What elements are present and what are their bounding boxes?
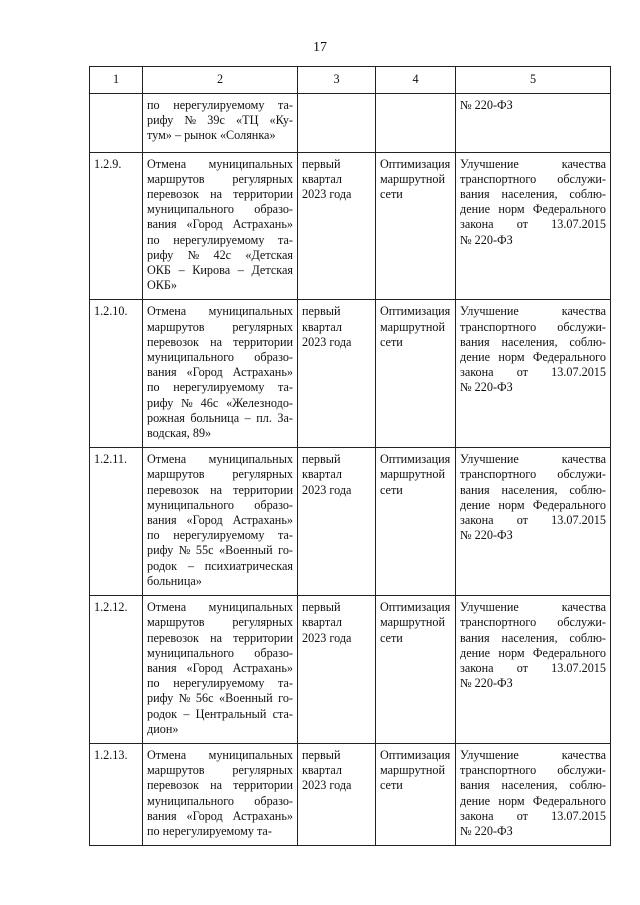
cell-text-line: дение норм Федерального: [460, 350, 606, 365]
cell-text-line: дион»: [147, 721, 179, 736]
table-row: [90, 448, 611, 596]
cell-text-line: рифу № 56с «Военный го-: [147, 691, 293, 706]
goal-cell: [376, 743, 456, 845]
num-cell: 1.2.13.: [90, 743, 143, 845]
cell-text-line: квартал: [302, 319, 342, 334]
cell-text-line: вания «Город Астрахань»: [147, 660, 293, 675]
cell-text-line: 2023 года: [302, 630, 352, 645]
cell-text-line: по нерегулируемому та-: [147, 823, 272, 838]
goal-cell: [376, 596, 456, 744]
cell-text-line: первый: [302, 304, 341, 319]
cell-text-line: по нерегулируемому та-: [147, 676, 293, 691]
cell-text-line: Улучшение качества: [460, 452, 606, 467]
cell-text-line: перевозок на территории: [147, 778, 293, 793]
table-row: [90, 300, 611, 448]
cell-text-line: вания населения, соблю-: [460, 334, 606, 349]
cell-text-line: маршрутов регулярных: [147, 615, 293, 630]
cell-text-line: маршрутной: [380, 319, 446, 334]
header-cell-1: 1: [90, 67, 143, 94]
num-cell: 1.2.10.: [90, 300, 143, 448]
cell-text-line: квартал: [302, 763, 342, 778]
cell-text-line: Оптимизация: [380, 156, 451, 171]
num-cell: [90, 94, 143, 153]
period-cell: [298, 152, 376, 300]
desc-cell: [143, 743, 298, 845]
cell-text-line: ОКБ»: [147, 278, 178, 293]
result-cell: [456, 596, 611, 744]
cell-text-line: транспортного обслужи-: [460, 615, 606, 630]
cell-text-line: транспортного обслужи-: [460, 171, 606, 186]
cell-text-line: № 220-ФЗ: [460, 823, 513, 838]
cell-text-line: тум» – рынок «Солянка»: [147, 128, 276, 143]
header-cell-2: 2: [143, 67, 298, 94]
desc-cell: [143, 300, 298, 448]
cell-text-line: квартал: [302, 467, 342, 482]
header-cell-3: 3: [298, 67, 376, 94]
cell-text-line: закона от 13.07.2015: [460, 808, 606, 823]
result-cell: [456, 448, 611, 596]
cell-text-line: маршрутов регулярных: [147, 171, 293, 186]
result-cell: [456, 94, 611, 153]
measures-table: [89, 66, 611, 846]
period-cell: [298, 300, 376, 448]
cell-text-line: Отмена муниципальных: [147, 156, 293, 171]
cell-text-line: первый: [302, 156, 341, 171]
cell-text-line: первый: [302, 452, 341, 467]
result-cell: [456, 152, 611, 300]
result-cell: [456, 743, 611, 845]
cell-text-line: маршрутов регулярных: [147, 467, 293, 482]
cell-text-line: транспортного обслужи-: [460, 763, 606, 778]
cell-text-line: больница»: [147, 573, 202, 588]
cell-text-line: маршрутной: [380, 171, 446, 186]
goal-cell: [376, 300, 456, 448]
cell-text-line: сети: [380, 482, 403, 497]
cell-text-line: сети: [380, 630, 403, 645]
header-cell-5: 5: [456, 67, 611, 94]
cell-text-line: перевозок на территории: [147, 482, 293, 497]
cell-text-line: рифу № 46с «Железнодо-: [147, 395, 293, 410]
cell-text-line: Оптимизация: [380, 452, 451, 467]
cell-text-line: вания «Город Астрахань»: [147, 365, 293, 380]
cell-text-line: водская, 89»: [147, 426, 212, 441]
cell-text-line: 2023 года: [302, 187, 352, 202]
cell-text-line: перевозок на территории: [147, 630, 293, 645]
cell-text-line: квартал: [302, 615, 342, 630]
cell-text-line: Улучшение качества: [460, 156, 606, 171]
cell-text-line: родок – психиатрическая: [147, 558, 293, 573]
cell-text-line: первый: [302, 600, 341, 615]
cell-text-line: закона от 13.07.2015: [460, 365, 606, 380]
cell-text-line: рифу № 42с «Детская: [147, 247, 293, 262]
cell-text-line: по нерегулируемому та-: [147, 232, 293, 247]
cell-text-line: маршрутов регулярных: [147, 319, 293, 334]
cell-text-line: Улучшение качества: [460, 600, 606, 615]
cell-text-line: маршрутной: [380, 467, 446, 482]
cell-text-line: закона от 13.07.2015: [460, 513, 606, 528]
cell-text-line: вания «Город Астрахань»: [147, 808, 293, 823]
goal-cell: [376, 448, 456, 596]
cell-text-line: муниципального образо-: [147, 497, 293, 512]
cell-text-line: рожная больница – пл. За-: [147, 410, 293, 425]
cell-text-line: по нерегулируемому та-: [147, 380, 293, 395]
cell-text-line: ОКБ – Кирова – Детская: [147, 263, 293, 278]
cell-text-line: вания населения, соблю-: [460, 482, 606, 497]
cell-text-line: вания населения, соблю-: [460, 778, 606, 793]
cell-text-line: дение норм Федерального: [460, 793, 606, 808]
cell-text-line: № 220-ФЗ: [460, 676, 513, 691]
cell-text-line: маршрутной: [380, 615, 446, 630]
num-cell: 1.2.9.: [90, 152, 143, 300]
cell-text-line: родок – Центральный ста-: [147, 706, 293, 721]
result-cell: [456, 300, 611, 448]
num-cell: 1.2.11.: [90, 448, 143, 596]
cell-text-line: по нерегулируемому та-: [147, 98, 293, 112]
header-cell-4: 4: [376, 67, 456, 94]
cell-text-line: по нерегулируемому та-: [147, 528, 293, 543]
cell-text-line: вания «Город Астрахань»: [147, 513, 293, 528]
desc-cell: [143, 596, 298, 744]
cell-text-line: маршрутной: [380, 763, 446, 778]
cell-text-line: транспортного обслужи-: [460, 319, 606, 334]
cell-text-line: Оптимизация: [380, 304, 451, 319]
cell-text-line: Улучшение качества: [460, 304, 606, 319]
cell-text-line: перевозок на территории: [147, 334, 293, 349]
desc-cell: [143, 94, 298, 153]
cell-text-line: дение норм Федерального: [460, 497, 606, 512]
cell-text-line: Отмена муниципальных: [147, 747, 293, 762]
desc-cell: [143, 152, 298, 300]
period-cell: [298, 743, 376, 845]
cell-text-line: Оптимизация: [380, 600, 451, 615]
cell-text-line: сети: [380, 778, 403, 793]
cell-text-line: муниципального образо-: [147, 645, 293, 660]
cell-text-line: вания населения, соблю-: [460, 187, 606, 202]
goal-cell: [376, 94, 456, 153]
cell-text-line: муниципального образо-: [147, 202, 293, 217]
cell-text-line: 2023 года: [302, 778, 352, 793]
continuation-row: [90, 94, 611, 153]
cell-text-line: дение норм Федерального: [460, 202, 606, 217]
header-row: [90, 67, 611, 94]
cell-text-line: первый: [302, 747, 341, 762]
cell-text-line: Улучшение качества: [460, 747, 606, 762]
cell-text-line: № 220-ФЗ: [460, 380, 513, 395]
table-row: [90, 596, 611, 744]
period-cell: [298, 596, 376, 744]
period-cell: [298, 448, 376, 596]
cell-text-line: закона от 13.07.2015: [460, 217, 606, 232]
cell-text-line: транспортного обслужи-: [460, 467, 606, 482]
table-row: [90, 152, 611, 300]
cell-text-line: перевозок на территории: [147, 187, 293, 202]
cell-text-line: квартал: [302, 171, 342, 186]
cell-text-line: закона от 13.07.2015: [460, 660, 606, 675]
cell-text-line: рифу № 55с «Военный го-: [147, 543, 293, 558]
cell-text-line: дение норм Федерального: [460, 645, 606, 660]
cell-text-line: Отмена муниципальных: [147, 452, 293, 467]
cell-text-line: Отмена муниципальных: [147, 600, 293, 615]
table-row: [90, 743, 611, 845]
cell-text-line: муниципального образо-: [147, 350, 293, 365]
cell-text-line: Оптимизация: [380, 747, 451, 762]
cell-text-line: Отмена муниципальных: [147, 304, 293, 319]
cell-text-line: № 220-ФЗ: [460, 98, 513, 112]
cell-text-line: 2023 года: [302, 334, 352, 349]
goal-cell: [376, 152, 456, 300]
desc-cell: [143, 448, 298, 596]
cell-text-line: сети: [380, 334, 403, 349]
cell-text-line: муниципального образо-: [147, 793, 293, 808]
cell-text-line: № 220-ФЗ: [460, 528, 513, 543]
page-number: 17: [313, 40, 327, 55]
cell-text-line: сети: [380, 187, 403, 202]
num-cell: 1.2.12.: [90, 596, 143, 744]
cell-text-line: вания «Город Астрахань»: [147, 217, 293, 232]
period-cell: [298, 94, 376, 153]
cell-text-line: № 220-ФЗ: [460, 232, 513, 247]
cell-text-line: маршрутов регулярных: [147, 763, 293, 778]
cell-text-line: 2023 года: [302, 482, 352, 497]
cell-text-line: рифу № 39с «ТЦ «Ку-: [147, 113, 293, 128]
cell-text-line: вания населения, соблю-: [460, 630, 606, 645]
